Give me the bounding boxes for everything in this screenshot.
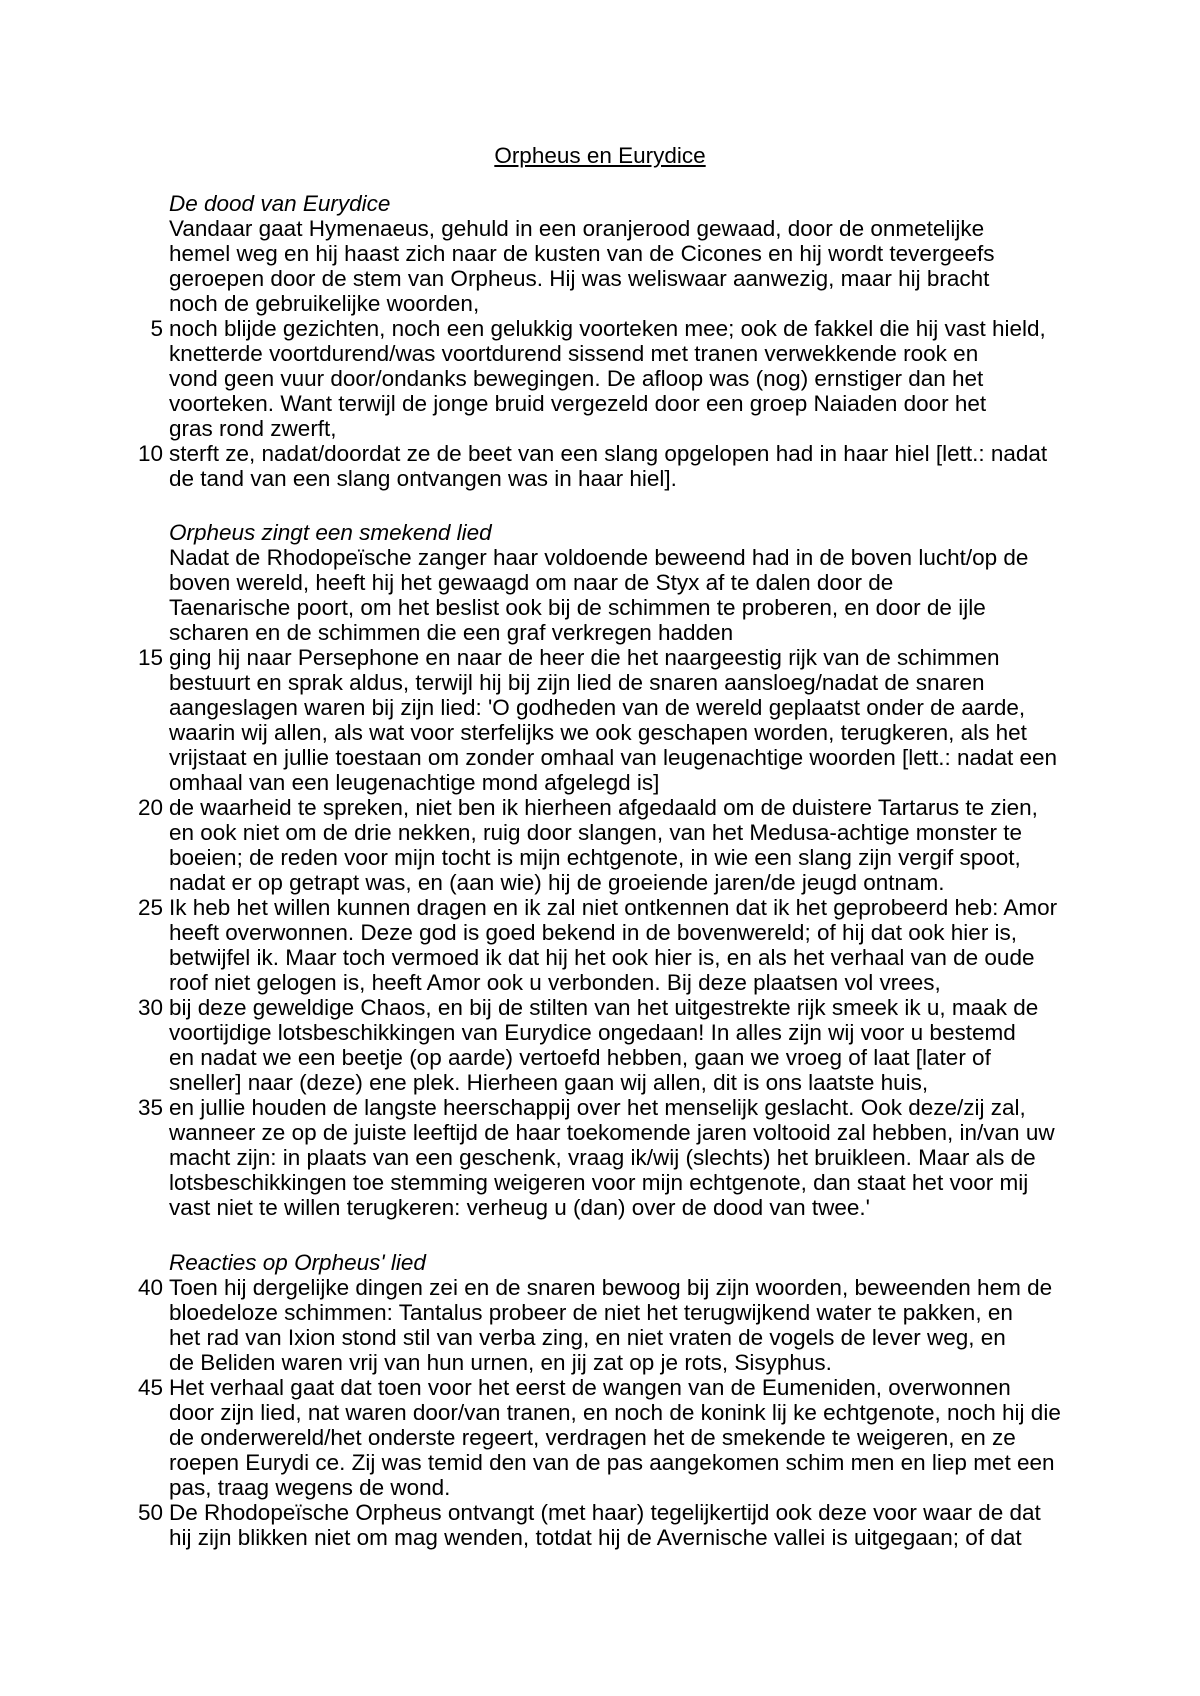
text-line [169,595,1159,620]
line-text: voorteken. Want terwijl de jonge bruid vergezeld door een groep Naiaden door het [169,391,987,416]
line-text: De Rhodopeïsche Orpheus ontvangt (met haar) tegelijkertijd ook deze voor waar de dat [169,1500,1041,1525]
line-text: wanneer ze op de juiste leeftijd de haar toekomende jaren voltooid zal hebben, in/van uw [169,1120,1055,1145]
text-line [169,695,1159,720]
text-line [169,266,1159,291]
line-text: gras rond zwerft, [169,416,337,441]
text-line [169,466,1159,491]
text-line [169,570,1159,595]
line-text: Taenarische poort, om het beslist ook bij de schimmen te proberen, en door de ijle [169,595,986,620]
text-line [169,620,1159,645]
text-line [169,1070,1159,1095]
section-heading: Orpheus zingt een smekend lied [169,520,492,545]
line-text: door zijn lied, nat waren door/van tranen, en noch de konink lij ke echtgenote, noch hij die [169,1400,1061,1425]
line-text: noch de gebruikelijke woorden, [169,291,480,316]
line-text: Nadat de Rhodopeïsche zanger haar voldoende beweend had in de boven lucht/op de [169,545,1029,570]
line-text: boeien; de reden voor mijn tocht is mijn echtgenote, in wie een slang zijn vergif spoot, [169,845,1021,870]
line-text: Toen hij dergelijke dingen zei en de snaren bewoog bij zijn woorden, beweenden hem de [169,1275,1053,1300]
text-line [169,945,1159,970]
text-line [169,770,1159,795]
line-text: roof niet gelogen is, heeft Amor ook u verbonden. Bij deze plaatsen vol vrees, [169,970,941,995]
line-text: roepen Eurydi ce. Zij was temid den van de pas aangekomen schim men en liep met een [169,1450,1055,1475]
text-line [137,645,1159,670]
line-text: de Beliden waren vrij van hun urnen, en jij zat op je rots, Sisyphus. [169,1350,832,1375]
text-line [169,970,1159,995]
line-text: vond geen vuur door/ondanks bewegingen. De afloop was (nog) ernstiger dan het [169,366,984,391]
page-title: Orpheus en Eurydice [494,143,706,168]
text-line [137,795,1159,820]
text-line [169,216,1159,241]
text-line [169,1045,1159,1070]
line-number: 5 [150,316,163,341]
line-text: waarin wij allen, als wat voor sterfelijks we ook geschapen worden, terugkeren, als het [169,720,1027,745]
line-text: bloedeloze schimmen: Tantalus probeer de niet het terugwijkend water te pakken, en [169,1300,1013,1325]
text-line [169,366,1159,391]
text-line [169,291,1159,316]
line-number: 15 [137,645,163,670]
line-text: aangeslagen waren bij zijn lied: 'O godheden van de wereld geplaatst onder de aarde, [169,695,1026,720]
text-line [169,1170,1159,1195]
text-line [169,1195,1159,1220]
line-text: Ik heb het willen kunnen dragen en ik zal niet ontkennen dat ik het geprobeerd heb: Amor [169,895,1058,920]
line-number: 30 [137,995,163,1020]
text-line [169,1525,1159,1550]
text-line [169,1020,1159,1045]
text-line [169,1425,1159,1450]
line-text: macht zijn: in plaats van een geschenk, vraag ik/wij (slechts) het bruikleen. Maar als de [169,1145,1036,1170]
text-line [169,391,1159,416]
line-number: 25 [137,895,163,920]
line-text: hemel weg en hij haast zich naar de kusten van de Cicones en hij wordt tevergeefs [169,241,995,266]
line-text: hij zijn blikken niet om mag wenden, totdat hij de Avernische vallei is uitgegaan; of dat [169,1525,1022,1550]
line-number: 50 [137,1500,163,1525]
section-heading: Reacties op Orpheus' lied [169,1250,426,1275]
text-line [137,995,1159,1020]
text-line [169,545,1159,570]
text-line [137,1095,1159,1120]
line-text: betwijfel ik. Maar toch vermoed ik dat hij het ook hier is, en als het verhaal van de oude [169,945,1035,970]
text-line [137,895,1159,920]
line-text: heeft overwonnen. Deze god is goed bekend in de bovenwereld; of hij dat ook hier is, [169,920,1018,945]
text-line [169,670,1159,695]
text-line [169,1120,1159,1145]
line-text: boven wereld, heeft hij het gewaagd om naar de Styx af te dalen door de [169,570,894,595]
line-text: lotsbeschikkingen toe stemming weigeren voor mijn echtgenote, dan staat het voor mij [169,1170,1029,1195]
line-text: ging hij naar Persephone en naar de heer die het naargeestig rijk van de schimmen [169,645,1000,670]
section-orpheus-zingt [137,520,1159,1220]
line-text: geroepen door de stem van Orpheus. Hij was weliswaar aanwezig, maar hij bracht [169,266,990,291]
line-number: 10 [137,441,163,466]
line-text: pas, traag wegens de wond. [169,1475,451,1500]
text-line [169,241,1159,266]
text-line [169,745,1159,770]
section-reacties [137,1250,1159,1550]
text-line [169,820,1159,845]
text-line [169,1325,1159,1350]
text-line [150,316,1159,341]
line-text: bij deze geweldige Chaos, en bij de stilten van het uitgestrekte rijk smeek ik u, maak de [169,995,1039,1020]
text-line [169,1145,1159,1170]
text-line [169,1475,1159,1500]
text-line [137,1500,1159,1525]
line-text: noch blijde gezichten, noch een gelukkig voorteken mee; ook de fakkel die hij vast hield, [169,316,1046,341]
line-text: bestuurt en sprak aldus, terwijl hij bij zijn lied de snaren aansloeg/nadat de snaren [169,670,985,695]
section-dood-van-eurydice [137,191,1159,491]
line-text: het rad van Ixion stond stil van verba zing, en niet vraten de vogels de lever weg, en [169,1325,1006,1350]
line-text: nadat er op getrapt was, en (aan wie) hij de groeiende jaren/de jeugd ontnam. [169,870,945,895]
line-text: de onderwereld/het onderste regeert, verdragen het de smekende te weigeren, en ze [169,1425,1016,1450]
text-line [137,1375,1159,1400]
text-line [137,441,1159,466]
text-line [169,845,1159,870]
text-line [169,341,1159,366]
line-text: sneller] naar (deze) ene plek. Hierheen gaan wij allen, dit is ons laatste huis, [169,1070,929,1095]
text-line [169,1400,1159,1425]
line-text: knetterde voortdurend/was voortdurend sissend met tranen verwekkende rook en [169,341,979,366]
text-line [169,1350,1159,1375]
line-number: 45 [137,1375,163,1400]
line-text: en jullie houden de langste heerschappij over het menselijk geslacht. Ook deze/zij zal, [169,1095,1026,1120]
text-line [169,416,1159,441]
line-number: 35 [137,1095,163,1120]
section-heading: De dood van Eurydice [169,191,391,216]
text-line [169,920,1159,945]
line-number: 40 [137,1275,163,1300]
line-text: de tand van een slang ontvangen was in haar hiel]. [169,466,677,491]
text-line [137,1275,1159,1300]
line-text: voortijdige lotsbeschikkingen van Eurydice ongedaan! In alles zijn wij voor u bestemd [169,1020,1016,1045]
line-number: 20 [137,795,163,820]
text-line [169,1300,1159,1325]
text-line [169,870,1159,895]
line-text: Het verhaal gaat dat toen voor het eerst de wangen van de Eumeniden, overwonnen [169,1375,1011,1400]
line-text: en nadat we een beetje (op aarde) vertoefd hebben, gaan we vroeg of laat [later of [169,1045,991,1070]
line-text: de waarheid te spreken, niet ben ik hierheen afgedaald om de duistere Tartarus te zien, [169,795,1038,820]
line-text: Vandaar gaat Hymenaeus, gehuld in een oranjerood gewaad, door de onmetelijke [169,216,985,241]
line-text: omhaal van een leugenachtige mond afgelegd is] [169,770,660,795]
line-text: en ook niet om de drie nekken, ruig door slangen, van het Medusa-achtige monster te [169,820,1023,845]
line-text: sterft ze, nadat/doordat ze de beet van een slang opgelopen had in haar hiel [lett.: nadat [169,441,1048,466]
line-text: vrijstaat en jullie toestaan om zonder omhaal van leugenachtige woorden [lett.: nadat een [169,745,1058,770]
line-text: vast niet te willen terugkeren: verheug u (dan) over de dood van twee.' [169,1195,870,1220]
text-line [169,1450,1159,1475]
line-text: scharen en de schimmen die een graf verkregen hadden [169,620,734,645]
text-line [169,720,1159,745]
